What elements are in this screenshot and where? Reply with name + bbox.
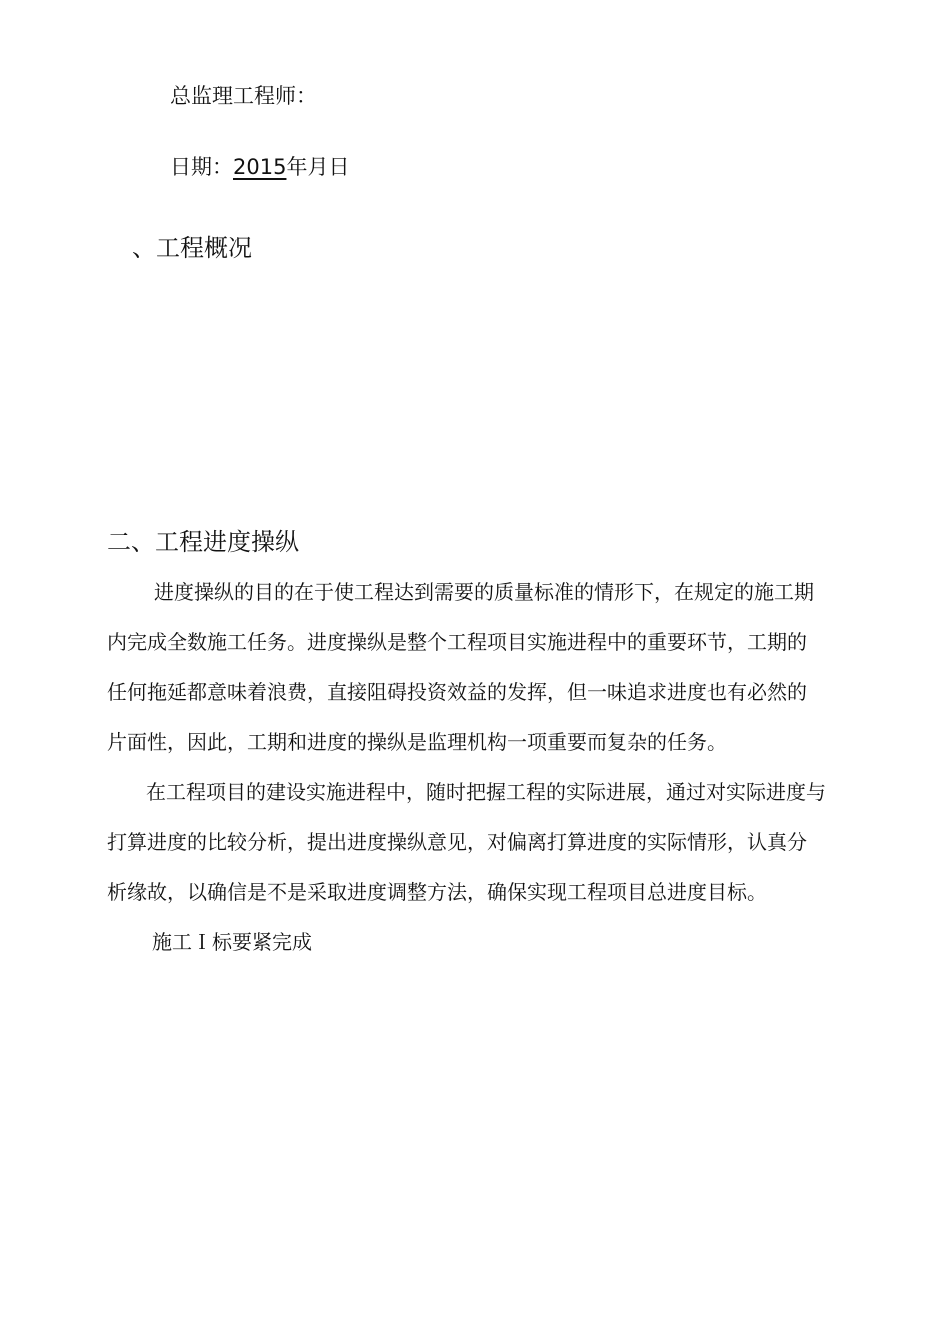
date-suffix: 年月日 xyxy=(286,155,350,179)
date-label: 日期： xyxy=(170,155,233,179)
subheading-tender-section: 施工Ｉ标要紧完成 xyxy=(152,930,312,954)
paragraph-line: 片面性，因此，工期和进度的操纵是监理机构一项重要而复杂的任务。 xyxy=(107,730,727,754)
chief-engineer-label: 总监理工程师： xyxy=(170,84,317,108)
date-line xyxy=(170,153,349,181)
paragraph-line: 内完成全数施工任务。进度操纵是整个工程项目实施进程中的重要环节，工期的 xyxy=(107,630,807,654)
paragraph-line: 进度操纵的目的在于使工程达到需要的质量标准的情形下，在规定的施工期 xyxy=(154,580,814,604)
paragraph-line: 在工程项目的建设实施进程中，随时把握工程的实际进展，通过对实际进度与 xyxy=(146,780,826,804)
paragraph-line: 析缘故，以确信是不是采取进度调整方法，确保实现工程项目总进度目标。 xyxy=(107,880,767,904)
section-heading-overview: 、工程概况 xyxy=(132,234,252,262)
paragraph-line: 任何拖延都意味着浪费，直接阻碍投资效益的发挥，但一味追求进度也有必然的 xyxy=(107,680,807,704)
date-year: 2015 xyxy=(233,155,287,179)
section-heading-progress-control: 二、工程进度操纵 xyxy=(107,528,299,556)
paragraph-line: 打算进度的比较分析，提出进度操纵意见，对偏离打算进度的实际情形，认真分 xyxy=(107,830,807,854)
